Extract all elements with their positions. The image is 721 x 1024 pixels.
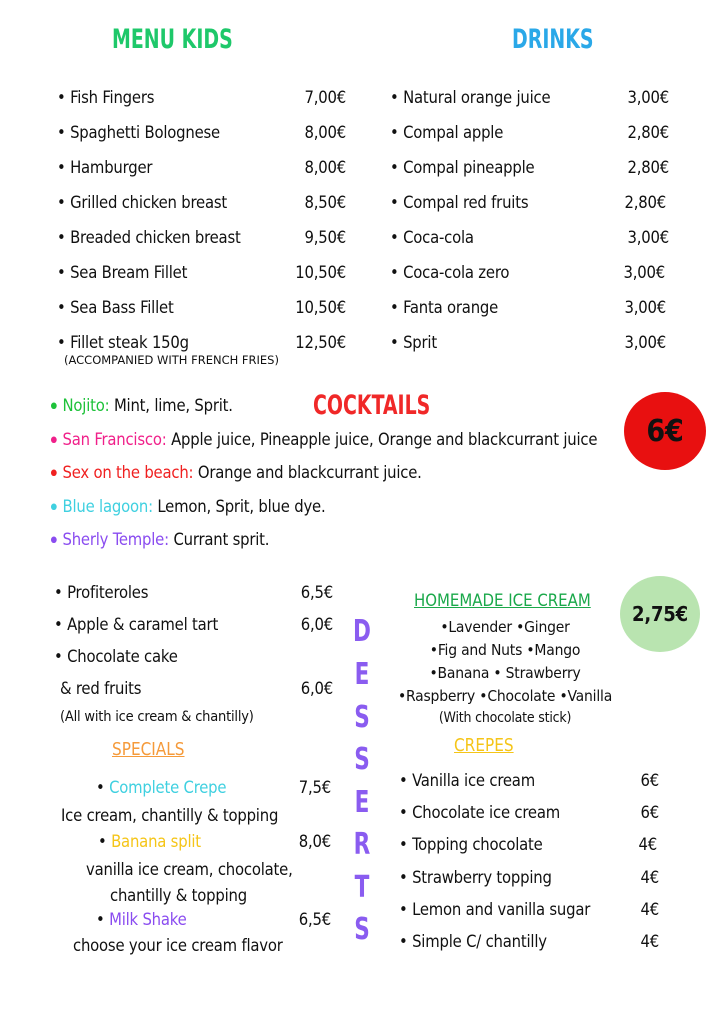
cocktail-desc: Orange and blackcurrant juice. bbox=[197, 463, 422, 482]
list-item: • Sea Bream Fillet bbox=[57, 263, 188, 282]
list-item: • Apple & caramel tart bbox=[54, 615, 219, 634]
bullet-icon: • bbox=[48, 395, 60, 420]
list-item: • Vanilla ice cream bbox=[399, 771, 535, 790]
item-price: 3,00€ bbox=[627, 88, 669, 107]
cocktail-name: Blue lagoon: bbox=[62, 497, 153, 516]
bullet-icon: • bbox=[96, 778, 110, 797]
bullet-icon: • bbox=[48, 496, 60, 521]
item-price: 9,50€ bbox=[304, 228, 346, 247]
list-item: • Hamburger bbox=[57, 158, 153, 177]
item-price: 6,0€ bbox=[300, 679, 333, 698]
list-item: • Fanta orange bbox=[390, 298, 499, 317]
item-price: 2,80€ bbox=[627, 123, 669, 142]
item-price: 4€ bbox=[640, 868, 659, 887]
ice-cream-flavors bbox=[380, 616, 630, 728]
desserts-letter: R bbox=[353, 827, 371, 862]
list-item: • Compal red fruits bbox=[390, 193, 529, 212]
list-item: • Spaghetti Bolognese bbox=[57, 123, 220, 142]
desserts-letter: D bbox=[353, 614, 371, 649]
list-item: • Chocolate ice cream bbox=[399, 803, 560, 822]
item-price: 3,00€ bbox=[623, 263, 665, 282]
item-price: 12,50€ bbox=[295, 333, 346, 352]
cocktail-desc: Mint, lime, Sprit. bbox=[113, 396, 233, 415]
cocktails-title: COCKTAILS bbox=[313, 390, 431, 421]
special-item bbox=[96, 778, 226, 797]
crepes-title: CREPES bbox=[454, 735, 514, 756]
item-price: 3,00€ bbox=[624, 298, 666, 317]
special-item bbox=[98, 832, 201, 851]
ice-cream-price-badge bbox=[620, 576, 700, 652]
desserts-letter: T bbox=[354, 870, 370, 905]
list-item: • Compal apple bbox=[390, 123, 504, 142]
item-price: 2,80€ bbox=[624, 193, 666, 212]
menu-kids-note: (ACCOMPANIED WITH FRENCH FRIES) bbox=[64, 353, 279, 367]
bullet-icon: • bbox=[48, 429, 60, 454]
item-price: 7,5€ bbox=[298, 778, 331, 797]
drinks-title: DRINKS bbox=[512, 24, 594, 55]
list-item: • Natural orange juice bbox=[390, 88, 551, 107]
cocktail-item bbox=[48, 529, 270, 554]
item-price: 4€ bbox=[640, 900, 659, 919]
list-item: • Lemon and vanilla sugar bbox=[399, 900, 591, 919]
bullet-icon: • bbox=[48, 462, 60, 487]
flavor-line: •Fig and Nuts •Mango bbox=[429, 641, 581, 659]
ice-cream-price: 2,75€ bbox=[632, 602, 688, 626]
list-item: • Chocolate cake bbox=[54, 647, 178, 666]
item-price: 6€ bbox=[640, 771, 659, 790]
item-price: 8,00€ bbox=[304, 123, 346, 142]
cocktail-item bbox=[48, 429, 598, 454]
item-price: 7,00€ bbox=[304, 88, 346, 107]
item-price: 2,80€ bbox=[627, 158, 669, 177]
cocktail-desc: Lemon, Sprit, blue dye. bbox=[157, 497, 326, 516]
bullet-icon: • bbox=[96, 910, 110, 929]
cocktail-item bbox=[48, 395, 233, 420]
list-item: • Coca-cola zero bbox=[390, 263, 510, 282]
item-price: 4€ bbox=[638, 835, 657, 854]
cocktail-name: Nojito: bbox=[62, 396, 110, 415]
item-price: 6,0€ bbox=[300, 615, 333, 634]
list-item: • Coca-cola bbox=[390, 228, 474, 247]
cocktail-name: Sex on the beach: bbox=[62, 463, 194, 482]
item-price: 6€ bbox=[640, 803, 659, 822]
item-price: 6,5€ bbox=[300, 583, 333, 602]
item-price: 4€ bbox=[640, 932, 659, 951]
list-item: • Breaded chicken breast bbox=[57, 228, 241, 247]
list-item: • Sea Bass Fillet bbox=[57, 298, 174, 317]
item-price: 8,00€ bbox=[304, 158, 346, 177]
special-name: Milk Shake bbox=[109, 910, 187, 929]
item-price: 3,00€ bbox=[624, 333, 666, 352]
item-price: 6,5€ bbox=[298, 910, 331, 929]
cocktail-name: San Francisco: bbox=[62, 430, 167, 449]
special-desc: Ice cream, chantilly & topping bbox=[61, 806, 279, 825]
desserts-letter: E bbox=[354, 785, 370, 820]
item-price: 8,50€ bbox=[304, 193, 346, 212]
cocktail-item bbox=[48, 462, 422, 487]
item-price: 10,50€ bbox=[295, 263, 346, 282]
flavor-line: •Banana • Strawberry bbox=[429, 664, 581, 682]
bullet-icon: • bbox=[48, 529, 60, 554]
list-item: • Profiteroles bbox=[54, 583, 149, 602]
flavor-line: •Raspberry •Chocolate •Vanilla bbox=[397, 687, 613, 705]
item-price: 3,00€ bbox=[627, 228, 669, 247]
ice-cream-title: HOMEMADE ICE CREAM bbox=[414, 591, 591, 611]
cocktail-item bbox=[48, 496, 326, 521]
list-item: • Fillet steak 150g bbox=[57, 333, 189, 352]
cocktails-price: 6€ bbox=[646, 413, 684, 449]
desserts-letter: S bbox=[354, 700, 370, 735]
item-price: 10,50€ bbox=[295, 298, 346, 317]
desserts-letter: S bbox=[354, 742, 370, 777]
list-item: & red fruits bbox=[60, 679, 142, 698]
specials-title: SPECIALS bbox=[112, 739, 185, 760]
list-item: • Strawberry topping bbox=[399, 868, 552, 887]
list-item: • Simple C/ chantilly bbox=[399, 932, 547, 951]
special-item bbox=[96, 910, 187, 929]
cocktails-price-badge bbox=[624, 392, 706, 470]
cocktail-desc: Currant sprit. bbox=[173, 530, 270, 549]
special-desc: vanilla ice cream, chocolate, bbox=[86, 860, 293, 879]
list-item: • Compal pineapple bbox=[390, 158, 535, 177]
list-item: • Topping chocolate bbox=[399, 835, 543, 854]
special-name: Complete Crepe bbox=[109, 778, 227, 797]
menu-kids-title: MENU KIDS bbox=[112, 24, 233, 55]
cocktail-desc: Apple juice, Pineapple juice, Orange and blackcurrant juice bbox=[171, 430, 598, 449]
special-desc: choose your ice cream flavor bbox=[73, 936, 283, 955]
desserts-letter: E bbox=[354, 657, 370, 692]
list-item: • Fish Fingers bbox=[57, 88, 155, 107]
desserts-note: (All with ice cream & chantilly) bbox=[60, 709, 254, 725]
item-price: 8,0€ bbox=[298, 832, 331, 851]
special-desc: chantilly & topping bbox=[110, 886, 247, 905]
bullet-icon: • bbox=[98, 832, 112, 851]
cocktail-name: Sherly Temple: bbox=[62, 530, 169, 549]
flavor-line: •Lavender •Ginger bbox=[440, 618, 570, 636]
list-item: • Grilled chicken breast bbox=[57, 193, 227, 212]
list-item: • Sprit bbox=[390, 333, 437, 352]
desserts-letter: S bbox=[354, 912, 370, 947]
special-name: Banana split bbox=[111, 832, 201, 851]
flavor-note: (With chocolate stick) bbox=[438, 710, 572, 726]
